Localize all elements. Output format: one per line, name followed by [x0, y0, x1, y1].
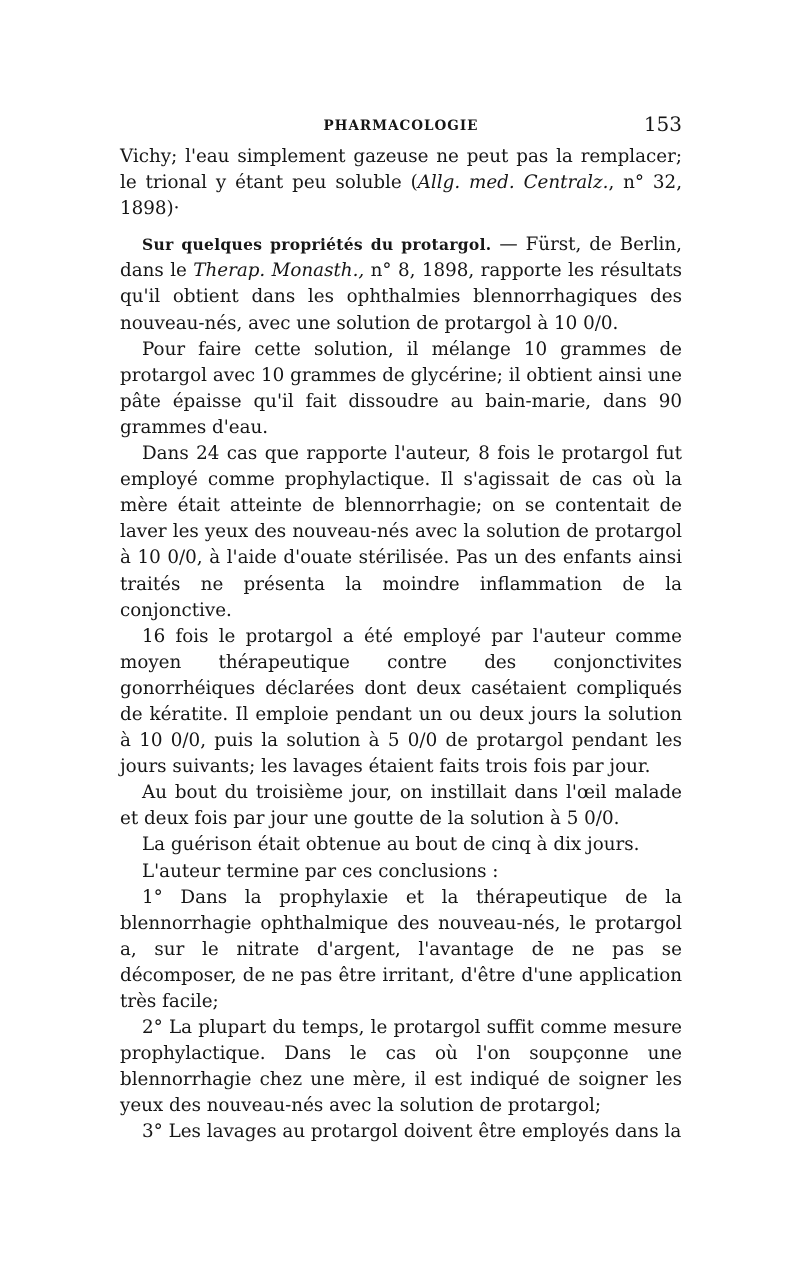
paragraph-text: — Fürst, de Berlin, dans le	[120, 234, 682, 282]
paragraph: Dans 24 cas que rapporte l'auteur, 8 fois le protargol fut employé comme prophylactique. Il s'agissait de cas où la mère était atteinte de blennorrhagie; on se contentait de laver les yeux des nouveau-nés avec la solution de protargol à 10 0/0, à l'aide d'ouate stérilisée. Pas un des enfants ainsi traités ne présenta la moindre inflammation de la conjonctive.	[120, 443, 682, 621]
paragraph: Pour faire cette solution, il mélange 10 grammes de protargol avec 10 grammes de glycérine; il obtient ainsi une pâte épaisse qu'il fait dissoudre au bain-marie, dans 90 grammes d'eau.	[120, 338, 682, 438]
journal-reference: Therap. Monasth.,	[193, 260, 365, 282]
section-paragraph	[120, 232, 682, 336]
paragraph: Au bout du troisième jour, on instillait dans l'œil malade et deux fois par jour une goutte de la solution à 5 0/0.	[120, 782, 682, 830]
conclusion-item: 3° Les lavages au protargol doivent être employés dans la	[142, 1121, 682, 1143]
section-title: Sur quelques propriétés du protargol.	[142, 235, 492, 255]
conclusion-item: 2° La plupart du temps, le protargol suffit comme mesure prophylactique. Dans le cas où l'on soupçonne une blennorrhagie chez une mère, il est indiqué de soigner les yeux des nouveau-nés avec la solution de protargol;	[120, 1017, 682, 1117]
paragraph-text: n° 8, 1898, rapporte les résultats qu'il obtient dans les ophthalmies blennorrhagiques des nouveau-nés, avec une solution de protargol à 10 0/0.	[120, 260, 683, 334]
paragraph: 16 fois le protargol a été employé par l'auteur comme moyen thérapeutique contre des conjonctivites gonorrhéiques déclarées dont deux casétaient compliqués de kératite. Il emploie pendant un ou deux jours la solution à 10 0/0, puis la solution à 5 0/0 de protargol pendant les jours suivants; les lavages étaient faits trois fois par jour.	[120, 625, 682, 778]
header-title: PHARMACOLOGIE	[323, 118, 479, 134]
journal-reference: Allg. med. Centralz.	[417, 172, 609, 194]
paragraph-text: Vichy; l'eau simplement gazeuse ne peut pas la remplacer; le trional y étant peu soluble (	[120, 146, 682, 194]
page-number: 153	[643, 112, 682, 136]
conclusion-item: 1° Dans la prophylaxie et la thérapeutique de la blennorrhagie ophthalmique des nouveau-nés, le protargol a, sur le nitrate d'argent, l'avantage de ne pas se décomposer, de ne pas être irritant, d'être d'une application très facile;	[120, 886, 682, 1012]
paragraph-continuation	[120, 144, 682, 222]
paragraph: L'auteur termine par ces conclusions :	[142, 860, 499, 882]
book-page	[120, 112, 682, 1146]
paragraph: La guérison était obtenue au bout de cinq à dix jours.	[142, 834, 640, 856]
body-text	[120, 144, 682, 1146]
paragraph-text: , n° 32, 1898)·	[120, 172, 682, 220]
running-header	[120, 112, 682, 144]
